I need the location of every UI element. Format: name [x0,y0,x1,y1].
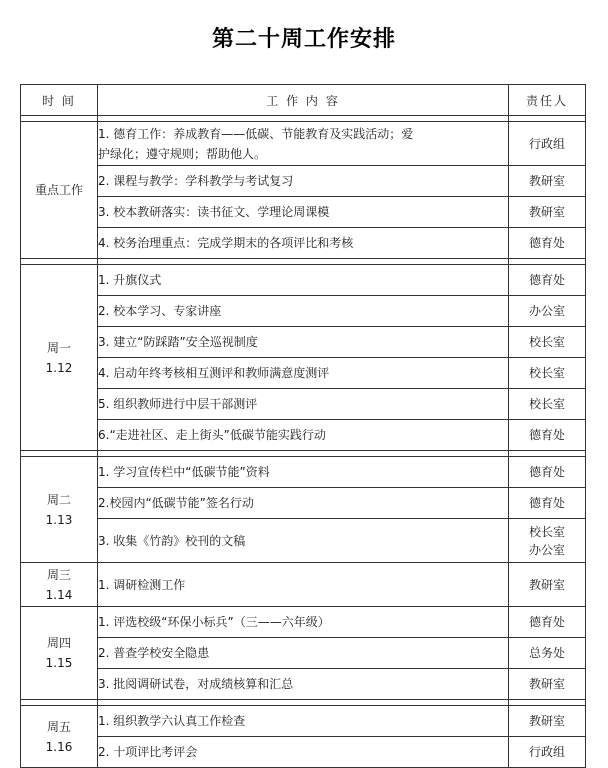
page-title: 第二十周工作安排 [211,26,396,52]
content-cell: 4. 校务治理重点：完成学期末的各项评比和考核 [98,228,509,259]
day-label: 周四 [46,636,71,650]
date-label: 1.15 [45,656,73,670]
content-cell: 5. 组织教师进行中层干部测评 [98,389,509,420]
table-row [21,228,586,259]
owner-cell: 德育处 [509,457,586,488]
time-label: 重点工作 [34,183,83,197]
date-label: 1.13 [45,512,73,527]
table-row [21,488,586,519]
owner-cell: 德育处 [509,420,586,451]
table-row [21,737,586,768]
table-row [21,563,586,607]
time-cell [21,265,98,451]
owner-cell: 德育处 [509,265,586,296]
owner-cell: 行政组 [509,122,586,166]
owner-cell: 办公室 [509,296,586,327]
content-cell: 2. 普查学校安全隐患 [98,638,509,669]
table-row [21,197,586,228]
owner-cell: 行政组 [509,737,586,768]
table-row [21,519,586,563]
header-owner: 责任人 [509,85,586,116]
owner-cell: 校长室 [509,327,586,358]
table-row [21,669,586,700]
date-label: 1.14 [45,587,73,602]
owner-cell: 总务处 [509,638,586,669]
table-row [21,358,586,389]
owner-cell: 教研室 [509,706,586,737]
owner-cell [509,519,586,563]
date-label: 1.12 [45,360,73,375]
owner-cell: 校长室 [509,389,586,420]
table-row [21,389,586,420]
content-cell: 1. 学习宣传栏中“低碳节能”资料 [98,457,509,488]
owner-cell: 校长室 [509,358,586,389]
content-cell: 3. 建立“防踩踏”安全巡视制度 [98,327,509,358]
owner-label: 办公室 [528,542,565,557]
owner-cell: 教研室 [509,669,586,700]
content-text: 1. 德育工作：养成教育——低碳、节能教育及实践活动；爱 [98,126,414,141]
day-label: 周一 [46,340,71,355]
content-cell: 2. 校本学习、专家讲座 [98,296,509,327]
time-cell [21,457,98,563]
content-cell: 3. 校本教研落实：读书征文、学理论周课模 [98,197,509,228]
owner-cell: 德育处 [509,607,586,638]
owner-cell: 教研室 [509,197,586,228]
table-row [21,607,586,638]
content-cell: 6.“走进社区、走上街头”低碳节能实践行动 [98,420,509,451]
table-row [21,706,586,737]
content-cell: 1. 组织教学六认真工作检查 [98,706,509,737]
table-row [21,166,586,197]
content-cell: 2. 课程与教学：学科教学与考试复习 [98,166,509,197]
owner-cell: 教研室 [509,563,586,607]
content-cell: 2.校园内“低碳节能”签名行动 [98,488,509,519]
table-row [21,327,586,358]
content-cell: 3. 收集《竹韵》校刊的文稿 [98,519,509,563]
header-content: 工 作 内 容 [98,85,509,116]
content-cell: 2. 十项评比考评会 [98,737,509,768]
table-row [21,265,586,296]
owner-cell: 教研室 [509,166,586,197]
table-row [21,122,586,166]
day-label: 周三 [46,567,71,582]
content-cell: 1. 升旗仪式 [98,265,509,296]
content-text: 护绿化；遵守规则；帮助他人。 [98,146,267,161]
owner-cell: 德育处 [509,488,586,519]
content-cell: 3. 批阅调研试卷，对成绩核算和汇总 [98,669,509,700]
time-cell [21,563,98,607]
schedule-table [20,84,586,768]
table-header-row [21,85,586,116]
day-label: 周五 [46,719,71,734]
table-row [21,457,586,488]
content-cell: 4. 启动年终考核相互测评和教师满意度测评 [98,358,509,389]
time-cell [21,607,98,700]
time-cell [21,122,98,259]
table-row [21,296,586,327]
header-time: 时 间 [21,85,98,116]
day-label: 周二 [46,492,71,507]
table-row [21,638,586,669]
content-cell: 1. 评选校级“环保小标兵”（三——六年级） [98,607,509,638]
date-label: 1.16 [45,739,73,754]
table-row [21,420,586,451]
content-cell: 1. 调研检测工作 [98,563,509,607]
owner-label: 校长室 [528,524,565,539]
content-cell [98,122,509,166]
time-cell [21,706,98,768]
owner-cell: 德育处 [509,228,586,259]
